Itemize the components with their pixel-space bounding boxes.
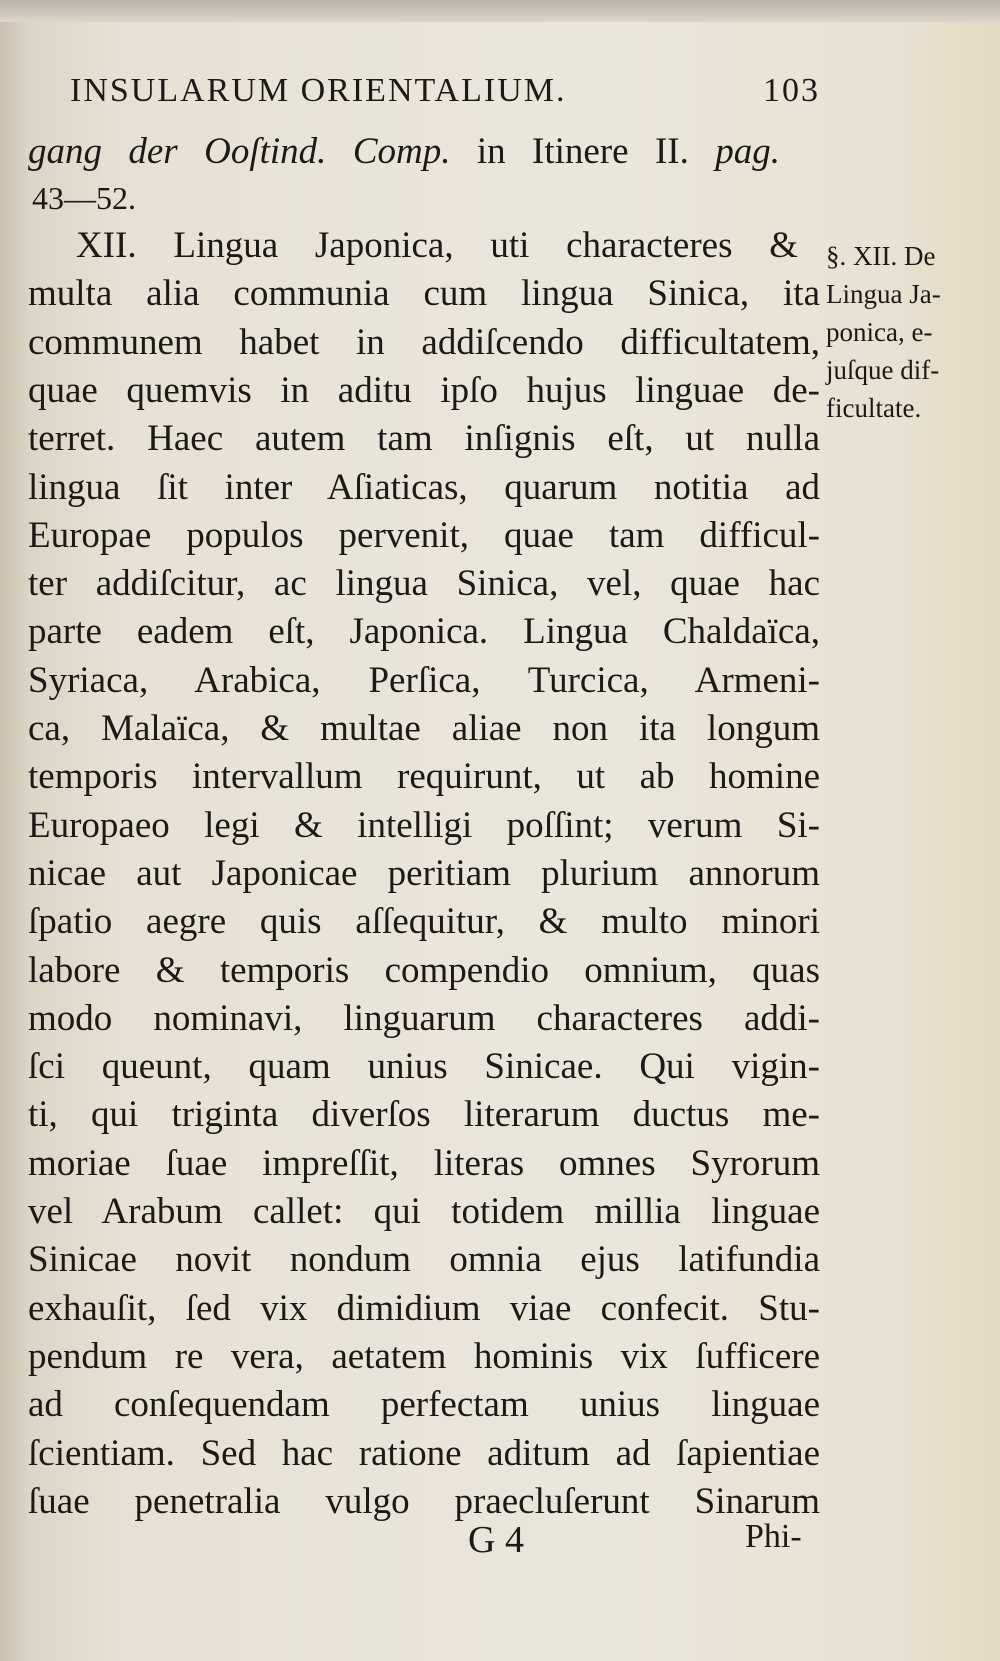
text-line: ter addiſcitur, ac lingua Sinica, vel, quae hac — [28, 563, 820, 605]
text-line: communem habet in addiſcendo difficultatem, — [28, 321, 820, 363]
text-line: Europae populos pervenit, quae tam difficul- — [28, 514, 820, 556]
continuation-pages: 43—52. — [32, 180, 136, 216]
text-line: Syriaca, Arabica, Perſica, Turcica, Armeni- — [28, 659, 820, 701]
italic-text: pag. — [715, 131, 780, 172]
margin-note-line: ficultate. — [826, 393, 922, 423]
margin-note-line: Lingua Ja- — [826, 279, 941, 309]
text-line: modo nominavi, linguarum characteres addi- — [28, 997, 820, 1039]
margin-note-line: juſque dif- — [826, 355, 940, 385]
italic-text: Comp. — [352, 131, 451, 172]
text-line: nicae aut Japonicae peritiam plurium annorum — [28, 852, 820, 894]
text-line: ſuae penetralia vulgo praecluſerunt Sinarum — [28, 1480, 820, 1522]
text-line: ſcientiam. Sed hac ratione aditum ad ſapientiae — [28, 1432, 820, 1474]
text-line: ad conſequendam perfectam unius linguae — [28, 1384, 820, 1426]
text-line: labore & temporis compendio omnium, quas — [28, 949, 820, 991]
roman-text: in Itinere II. — [476, 131, 689, 172]
page-top-edge — [0, 0, 1000, 22]
text-line: moriae ſuae impreſſit, literas omnes Syrorum — [28, 1142, 820, 1184]
text-line: Sinicae novit nondum omnia ejus latifundia — [28, 1239, 820, 1281]
text-line: Europaeo legi & intelligi poſſint; verum Si- — [28, 804, 820, 846]
text-line: parte eadem eſt, Japonica. Lingua Chaldaïca, — [28, 611, 820, 653]
margin-note-line: ponica, e- — [826, 317, 933, 347]
catchword: Phi- — [745, 1518, 802, 1555]
text-line: ſpatio aegre quis aſſequitur, & multo minori — [28, 901, 820, 943]
text-line: lingua ſit inter Aſiaticas, quarum notitia ad — [28, 466, 820, 508]
text-line: exhauſit, ſed vix dimidium viae confecit. Stu- — [28, 1287, 820, 1329]
continuation-line — [28, 128, 780, 176]
page-number: 103 — [763, 72, 820, 109]
text-line: multa alia communia cum lingua Sinica, ita — [28, 273, 820, 315]
text-line: quae quemvis in aditu ipſo hujus linguae de- — [28, 369, 820, 411]
margin-note-line: §. XII. De — [826, 241, 936, 271]
text-line: vel Arabum callet: qui totidem millia linguae — [28, 1191, 820, 1232]
text-line: pendum re vera, aetatem hominis vix ſufficere — [28, 1335, 820, 1377]
text-line: XII. Lingua Japonica, uti characteres & — [76, 225, 798, 266]
running-title: INSULARUM ORIENTALIUM. — [70, 72, 567, 109]
signature-mark: G 4 — [468, 1519, 524, 1561]
italic-text: gang der Ooſtind. — [28, 131, 327, 172]
text-line: temporis intervallum requirunt, ut ab homine — [28, 756, 820, 798]
text-line: ſci queunt, quam unius Sinicae. Qui vigin- — [28, 1046, 820, 1088]
text-line: ti, qui triginta diverſos literarum ductus me- — [28, 1094, 820, 1136]
text-line: terret. Haec autem tam inſignis eſt, ut nulla — [28, 418, 820, 460]
running-header — [70, 72, 820, 110]
text-line: ca, Malaïca, & multae aliae non ita longum — [28, 708, 820, 749]
